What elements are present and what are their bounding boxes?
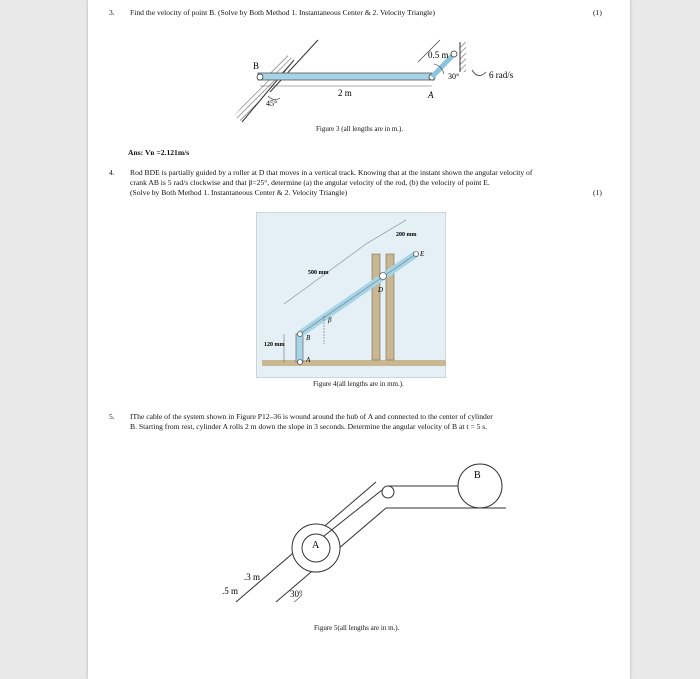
q5-caption: Figure 5(all lengths are in m.). — [314, 624, 400, 632]
omega-label: 6 rad/s — [489, 70, 514, 80]
label-b: B — [474, 470, 481, 481]
q3-marks: (1) — [593, 8, 602, 17]
dim-200-label: 200 mm — [396, 232, 417, 238]
radius-inner-label: .3 m — [244, 572, 261, 582]
omega-arrow — [472, 70, 486, 76]
crank-pivot — [451, 51, 457, 57]
q4-number: 4. — [109, 168, 115, 177]
label-d: D — [378, 286, 384, 294]
angle-bottom-label: 45° — [266, 99, 278, 108]
rod-ba — [258, 73, 434, 80]
dim-long-label: 2 m — [338, 88, 352, 98]
q3-text: Find the velocity of point B. (Solve by Both Method 1. Instantaneous Center & 2. Velocity Triangle) — [130, 8, 436, 17]
cable-segment-1 — [324, 490, 382, 536]
roller-d — [380, 273, 387, 280]
label-beta: β — [328, 316, 332, 324]
track-post-left — [372, 254, 380, 360]
pin-a — [298, 360, 303, 365]
label-a: A — [428, 90, 434, 100]
q3-number: 3. — [109, 8, 115, 17]
q4-marks: (1) — [593, 188, 602, 197]
figure-5 — [216, 452, 526, 612]
dim-120-label: 120 mm — [264, 342, 285, 348]
angle-label: 30° — [290, 589, 303, 599]
dim-short-label: 0.5 m — [428, 50, 449, 60]
label-e: E — [420, 250, 425, 258]
q4-line1: Rod BDE is partially guided by a roller at D that moves in a vertical track. Knowing that at the instant shown the angular velocity of — [130, 168, 533, 177]
q4-line3: (Solve by Both Method 1. Instantaneous Center & 2. Velocity Triangle) — [130, 188, 348, 197]
angle-top-label: 30° — [448, 72, 460, 81]
ground — [262, 360, 446, 366]
q3-answer: Ans: Vʙ =2.121m/s — [128, 148, 190, 157]
q5-number: 5. — [109, 412, 115, 421]
document-page — [88, 0, 630, 679]
point-e — [414, 252, 419, 257]
q4-line2: crank AB is 5 rad/s clockwise and that β=25°, determine (a) the angular velocity of the rod, (b) the velocity of point E. — [130, 178, 490, 187]
pulley — [382, 486, 394, 498]
figure-3 — [228, 36, 538, 126]
label-b: B — [306, 334, 311, 342]
radius-outer-label: .5 m — [222, 586, 239, 596]
q4-caption: Figure 4(all lengths are in mm.). — [313, 380, 404, 388]
track-line — [242, 60, 294, 122]
q5-line2: B. Starting from rest, cylinder A rolls 2 m down the slope in 3 seconds. Determine the angular velocity of B at t = 5 s. — [130, 422, 488, 431]
label-b: B — [253, 61, 260, 71]
inclined-track — [234, 54, 294, 122]
crank-ab — [296, 334, 303, 362]
label-a: A — [306, 356, 311, 364]
figure-4 — [256, 212, 446, 378]
dim-500-label: 500 mm — [308, 270, 329, 276]
q5-line1: IThe cable of the system shown in Figure P12–36 is wound around the hub of A and connected to the center of cylinder — [130, 412, 493, 421]
wall-support — [460, 42, 466, 72]
q3-caption: Figure 3 (all lengths are in m.). — [316, 125, 404, 133]
pin-b — [298, 332, 303, 337]
pin-b — [257, 74, 263, 80]
label-a: A — [312, 540, 320, 551]
